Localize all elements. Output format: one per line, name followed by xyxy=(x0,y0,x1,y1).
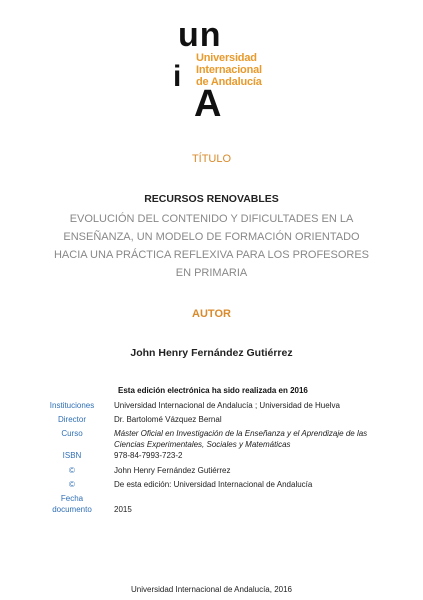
meta-value: 2015 xyxy=(114,505,132,514)
logo-un-letters: un xyxy=(178,16,222,54)
logo-university-name: Universidad Internacional de Andalucía xyxy=(196,52,262,88)
logo-i-letter: i xyxy=(173,60,182,93)
main-title: RECURSOS RENOVABLES xyxy=(144,193,279,205)
meta-label: ISBN xyxy=(62,451,82,460)
meta-value: Universidad Internacional de Andalucía ; Universidad de Huelva xyxy=(114,401,340,410)
meta-value: 978-84-7993-723-2 xyxy=(114,451,183,460)
copyright-icon: © xyxy=(69,480,75,489)
meta-row-copyright-author xyxy=(30,465,400,479)
meta-label: Director xyxy=(57,415,86,424)
edition-note: Esta edición electrónica ha sido realizada en 2016 xyxy=(118,386,308,395)
copyright-icon: © xyxy=(69,466,75,475)
author-name: John Henry Fernández Gutiérrez xyxy=(130,347,293,359)
meta-label: Instituciones xyxy=(49,401,95,410)
meta-row-curso xyxy=(30,428,400,450)
meta-row-fecha xyxy=(30,493,400,517)
meta-value: Dr. Bartolomé Vázquez Bernal xyxy=(114,415,222,424)
meta-value: Máster Oficial en Investigación de la Enseñanza y el Aprendizaje de las Ciencias Experimentales, Sociales y Matemáticas xyxy=(114,429,368,449)
titulo-heading: TÍTULO xyxy=(191,153,232,165)
meta-label: Curso xyxy=(61,429,83,438)
meta-value: De esta edición: Universidad Internacional de Andalucía xyxy=(114,480,313,489)
autor-heading: AUTOR xyxy=(192,308,231,320)
meta-row-director xyxy=(30,414,400,428)
meta-row-copyright-edition xyxy=(30,479,400,493)
footer: Universidad Internacional de Andalucía, 2016 xyxy=(131,585,292,594)
meta-value: John Henry Fernández Gutiérrez xyxy=(114,466,231,475)
metadata-table xyxy=(30,400,400,517)
meta-row-instituciones xyxy=(30,400,400,414)
subtitle: EVOLUCIÓN DEL CONTENIDO Y DIFICULTADES EN LA ENSEÑANZA, UN MODELO DE FORMACIÓN ORIENTADO HACIA UNA PRÁCTICA REFLEXIVA PARA LOS PROFESORES EN PRIMARIA xyxy=(53,213,370,279)
logo-a-letter: A xyxy=(194,83,222,125)
meta-label: Fecha documento xyxy=(52,494,92,514)
uia-logo xyxy=(170,18,280,126)
meta-row-isbn xyxy=(30,450,400,465)
